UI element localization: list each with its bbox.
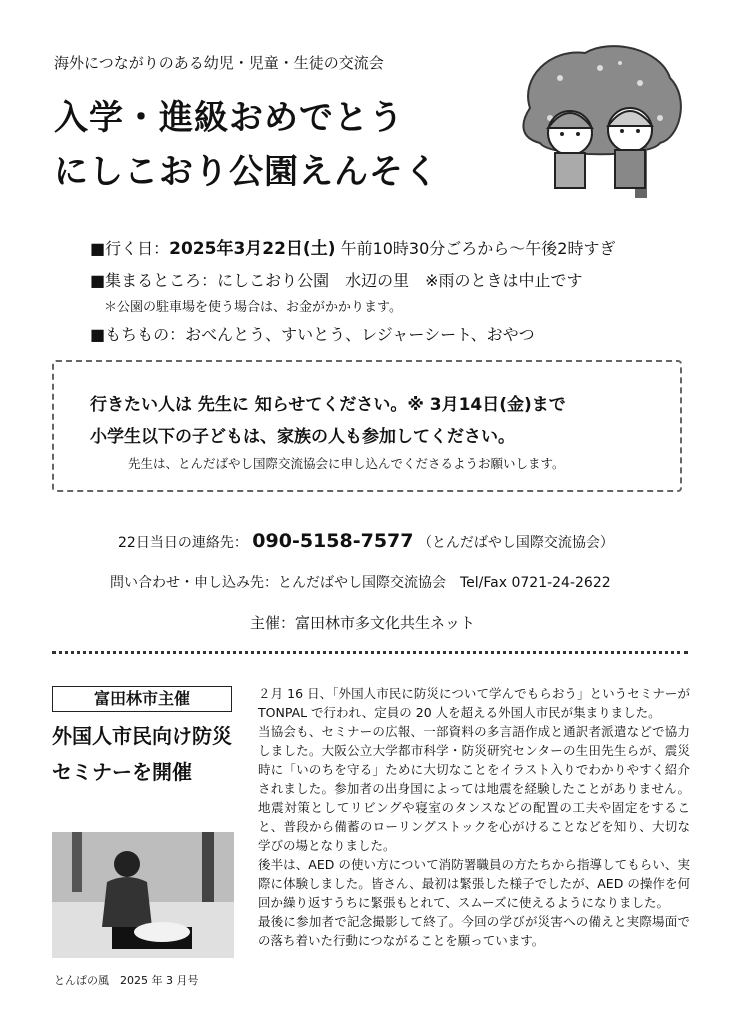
article-paragraph: ２月 16 日、「外国人市民に防災について学んでもらおう」というセミナーが TONPAL で行われ、定員の 20 人を超える外国人市民が集まりました。: [258, 686, 690, 720]
article-paragraph: 最後に参加者で記念撮影して終了。今回の学びが災害への備えと実際場面での落ち着いた行動につながることを願っています。: [258, 914, 690, 948]
section-divider: [52, 651, 688, 654]
place-value: にしこおり公園 水辺の里 ※雨のときは中止です: [217, 271, 583, 290]
children-tree-illustration: [510, 38, 690, 208]
event-title-line1: 入学・進級おめでとう: [54, 98, 404, 138]
aed-training-photo: [52, 832, 234, 958]
article-paragraph: 当協会も、セミナーの広報、一部資料の多言語作成と通訳者派遣などで協力しました。大阪公立大学都市科学・防災研究センターの生田先生らが、震災時に「いのちを守る」ために大切なことをイラスト入りでわかりやすく紹介されました。参加者の出身国によっては地震を経験したことがありません。地震対策としてリビングや寝室のタンスなどの配置の工夫や固定をすること、普段から備蓄のローリングストックを心がけることなどを知り、大切な学びの場となりました。: [258, 724, 690, 853]
seminar-label: 富田林市主催: [52, 686, 232, 712]
place-row: [90, 268, 583, 291]
date-row: [90, 234, 615, 259]
contact-day-phone[interactable]: 090-5158-7577: [252, 530, 414, 552]
items-row: [90, 322, 535, 345]
contact-day-org: （とんだばやし国際交流協会）: [417, 535, 614, 551]
event-title-line2: にしこおり公園えんそく: [54, 152, 439, 192]
contact-day-row: [118, 530, 614, 552]
date-time: 午前10時30分ごろから～午後2時すぎ: [340, 239, 616, 258]
notice-line2: 小学生以下の子どもは、家族の人も参加してください。: [90, 427, 515, 447]
date-label: ■行く日：: [90, 239, 170, 258]
notice-line1: 行きたい人は 先生に 知らせてください。※ 3月14日(金)まで: [90, 395, 566, 415]
parking-note: ＊公園の駐車場を使う場合は、お金がかかります。: [104, 300, 402, 315]
contact-day-label: 22日当日の連絡先：: [118, 535, 248, 551]
event-subtitle: 海外につながりのある幼児・児童・生徒の交流会: [54, 54, 384, 72]
place-label: ■集まるところ：: [90, 271, 218, 290]
date-value: 2025年3月22日(土): [169, 239, 336, 259]
contact-inquiry: 問い合わせ・申し込み先：とんだばやし国際交流協会 Tel/Fax 0721-24-2622: [110, 575, 611, 591]
contact-organizer: 主催：富田林市多文化共生ネット: [250, 614, 476, 632]
notice-line3: 先生は、とんだばやし国際交流協会に申し込んでくださるようお願いします。: [128, 456, 565, 471]
items-label: ■もちもの：: [90, 325, 186, 344]
seminar-article: [258, 684, 690, 950]
seminar-title: 外国人市民向け防災セミナーを開催: [52, 724, 232, 784]
items-value: おべんとう、すいとう、レジャーシート、おやつ: [185, 325, 535, 344]
article-paragraph: 後半は、AED の使い方について消防署職員の方たちから指導してもらい、実際に体験しました。皆さん、最初は緊張した様子でしたが、AED の操作を何回か繰り返すうちに緊張もとれて、スムーズに使えるようになりました。: [258, 857, 690, 910]
footer-issue: とんぱの風 2025 年 3 月号: [54, 974, 199, 987]
